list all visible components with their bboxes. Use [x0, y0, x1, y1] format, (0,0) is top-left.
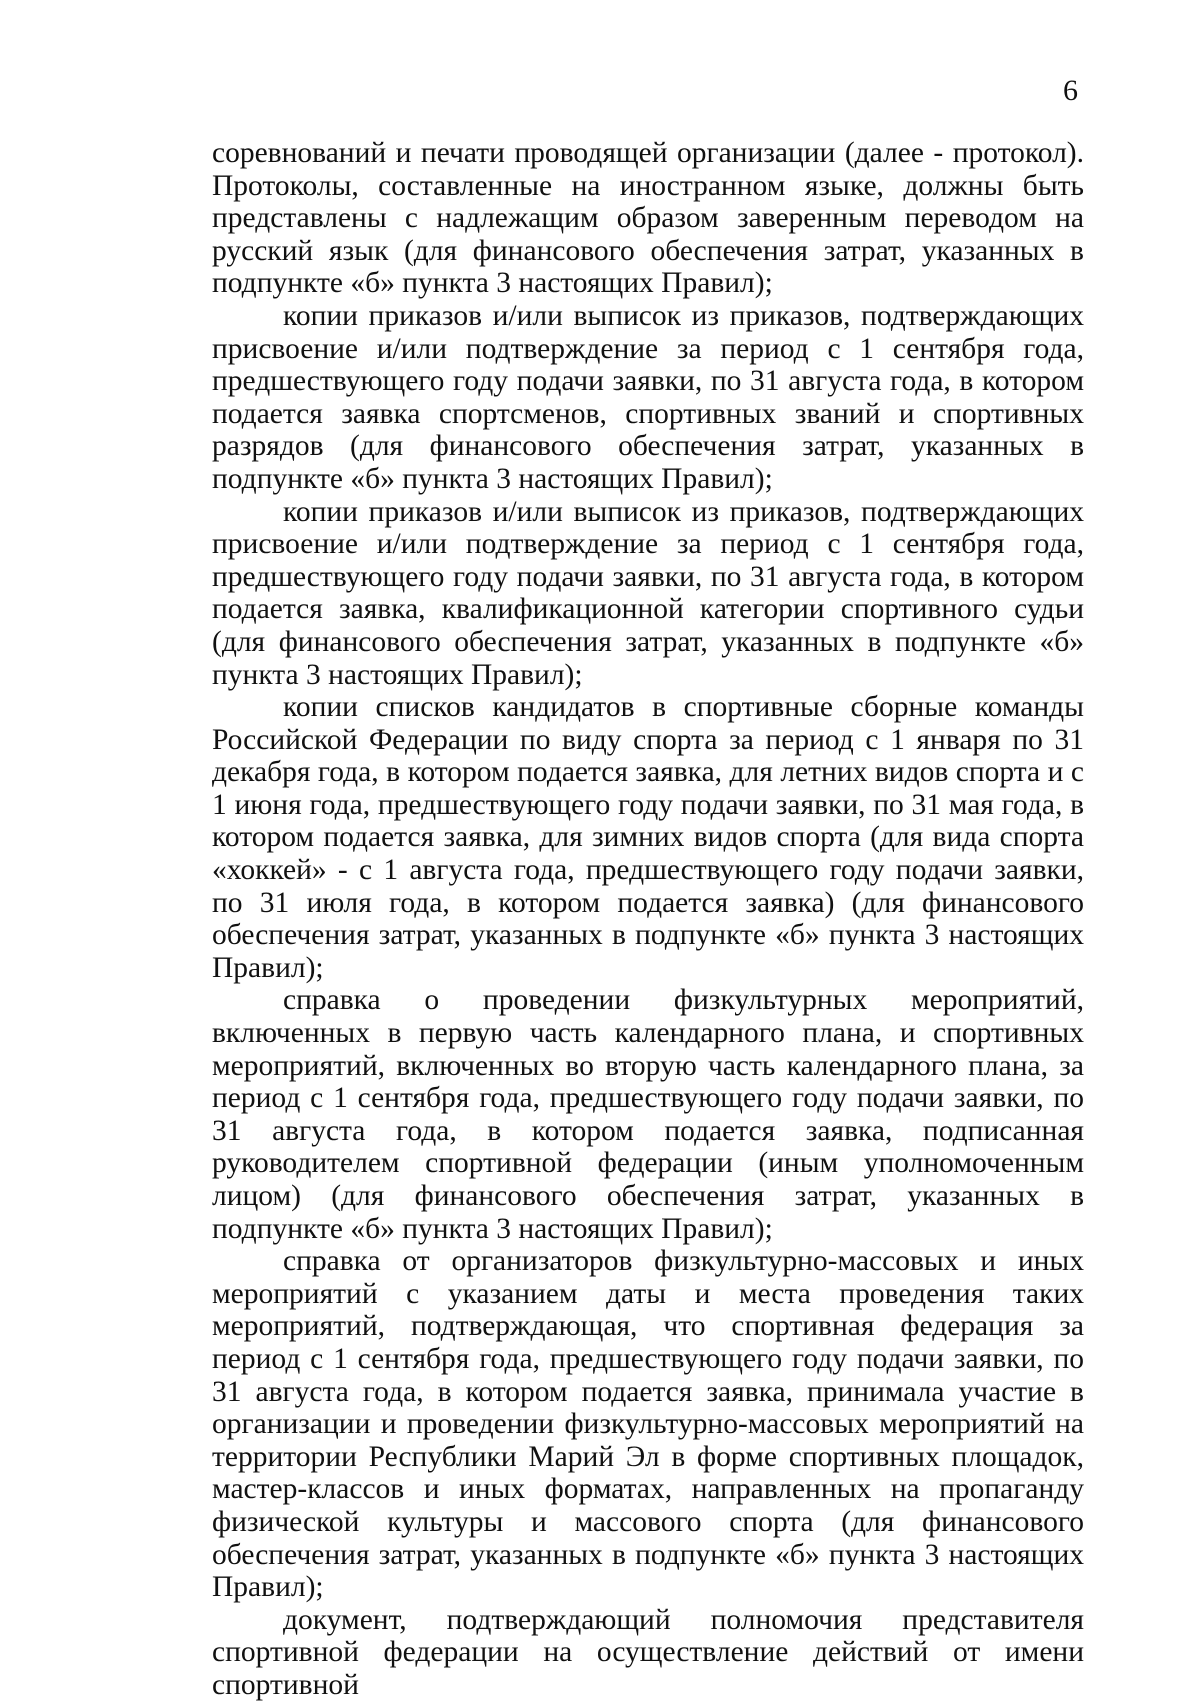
paragraph: справка от организаторов физкультурно-массовых и иных мероприятий с указанием даты и места проведения таких мероприятий, подтверждающая, что спортивная федерация за период с 1 сентября года, предшествующего году подачи заявки, по 31 августа года, в котором подается заявка, принимала участие в организации и проведении физкультурно-массовых мероприятий на территории Республики Марий Эл в форме спортивных площадок, мастер-классов и иных форматах, направленных на пропаганду физической культуры и массового спорта (для финансового обеспечения затрат, указанных в подпункте «б» пункта 3 настоящих Правил); — [212, 1245, 1084, 1604]
page-number: 6 — [1063, 74, 1078, 107]
document-body — [212, 137, 1084, 1702]
paragraph: справка о проведении физкультурных мероприятий, включенных в первую часть календарного плана, и спортивных мероприятий, включенных во вторую часть календарного плана, за период с 1 сентября года, предшествующего году подачи заявки, по 31 августа года, в котором подается заявка, подписанная руководителем спортивной федерации (иным уполномоченным лицом) (для финансового обеспечения затрат, указанных в подпункте «б» пункта 3 настоящих Правил); — [212, 984, 1084, 1245]
paragraph: документ, подтверждающий полномочия представителя спортивной федерации на осуществление действий от имени спортивной — [212, 1603, 1084, 1701]
paragraph: копии приказов и/или выписок из приказов, подтверждающих присвоение и/или подтверждение за период с 1 сентября года, предшествующего году подачи заявки, по 31 августа года, в котором подается заявка, квалификационной категории спортивного судьи (для финансового обеспечения затрат, указанных в подпункте «б» пункта 3 настоящих Правил); — [212, 495, 1084, 691]
paragraph: копии приказов и/или выписок из приказов, подтверждающих присвоение и/или подтверждение за период с 1 сентября года, предшествующего году подачи заявки, по 31 августа года, в котором подается заявка спортсменов, спортивных званий и спортивных разрядов (для финансового обеспечения затрат, указанных в подпункте «б» пункта 3 настоящих Правил); — [212, 299, 1084, 495]
paragraph: соревнований и печати проводящей организации (далее - протокол). Протоколы, составленные на иностранном языке, должны быть представлены с надлежащим образом заверенным переводом на русский язык (для финансового обеспечения затрат, указанных в подпункте «б» пункта 3 настоящих Правил); — [212, 137, 1084, 300]
paragraph: копии списков кандидатов в спортивные сборные команды Российской Федерации по виду спорта за период с 1 января по 31 декабря года, в котором подается заявка, для летних видов спорта и с 1 июня года, предшествующего году подачи заявки, по 31 мая года, в котором подается заявка, для зимних видов спорта (для вида спорта «хоккей» - с 1 августа года, предшествующего году подачи заявки, по 31 июля года, в котором подается заявка) (для финансового обеспечения затрат, указанных в подпункте «б» пункта 3 настоящих Правил); — [212, 691, 1084, 984]
